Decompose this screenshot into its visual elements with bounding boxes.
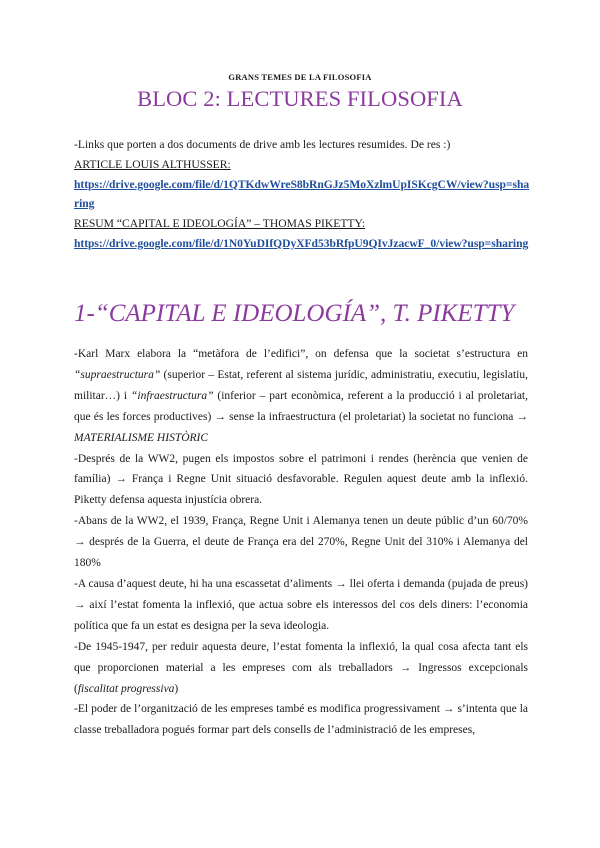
paragraph-marx [74,344,528,449]
paragraph-ww2-taxes: -Després de la WW2, pugen els impostos sobre el patrimoni i rendes (herència que venien de família) → França i Regne Unit situació desfavorable. Regulen aquest deute amb la inflexió. Piketty defensa aquesta injustícia obrera. [74,452,528,507]
p1-text-c: (superior – Estat, referent al sistema jurídic, administratiu, executiu, legislatiu, militar…) i [74,368,528,402]
paragraph-1945-1947 [74,637,528,700]
paragraph-food-scarcity: -A causa d’aquest deute, hi ha una escassetat d’aliments → llei oferta i demanda (pujada de preus) → així l’estat fomenta la inflexió, que actua sobre els interessos del cos dels diners: l’economia política que fa un estat es designa per la seva ideologia. [74,577,528,632]
p5-fiscalitat: fiscalitat progressiva [77,682,175,695]
bloc-title: BLOC 2: LECTURES FILOSOFIA [137,86,463,111]
intro-note: -Links que porten a dos documents de drive amb les lectures resumides. De res :) [74,138,451,151]
paragraph-company-power: -El poder de l’organització de les empreses també es modifica progressivament → s’intenta que la classe treballadora pogués formar part dels consells de l’administració de les empreses, [74,703,528,737]
article1-link[interactable]: https://drive.google.com/file/d/1QTKdwWreS8bRnGJz5MoXzlmUpISKcgCW/view?usp=sharing [74,177,530,211]
article1-label: ARTICLE LOUIS ALTHUSSER: [74,157,231,171]
paragraph-public-debt: -Abans de la WW2, el 1939, França, Regne Unit i Alemanya tenen un deute públic d’un 60/70% → després de la Guerra, el deute de França era del 270%, Regne Unit del 310% i Alemanya del 180% [74,515,528,570]
intro-section [74,135,530,254]
p1-materialisme: MATERIALISME HISTÒRIC [74,431,209,444]
p1-text-a: -Karl Marx elabora la “metàfora de l’edifici”, on defensa que la societat s’estructura en [74,348,528,360]
document-header: GRANS TEMES DE LA FILOSOFIA [228,72,372,82]
article2-link[interactable]: https://drive.google.com/file/d/1N0YuDIfQDyXFd53bRfpU9QIvJzacwF_0/view?usp=sharing [74,236,529,250]
p1-infraestructura: “infraestructura” [131,389,214,402]
section-body [74,344,528,741]
p1-supraestructura: “supraestructura” [74,368,161,381]
p1-text-e: (inferior – part econòmica, referent a la producció i al proletariat, que és les forces productives) → sense la infraestructura (el proletariat) la societat no funciona → [74,389,528,423]
article2-label: RESUM “CAPITAL E IDEOLOGÍA” – THOMAS PIKETTY: [74,217,366,231]
p5-text-a: -De 1945-1947, per reduir aquesta deure, l’estat fomenta la inflexió, la qual cosa afecta tant els que proporcionen material a les empreses com als treballadors → Ingressos excepcionals ( [74,640,528,695]
p5-text-c: ) [174,682,179,695]
section-title: 1-“CAPITAL E IDEOLOGÍA”, T. PIKETTY [74,300,515,327]
